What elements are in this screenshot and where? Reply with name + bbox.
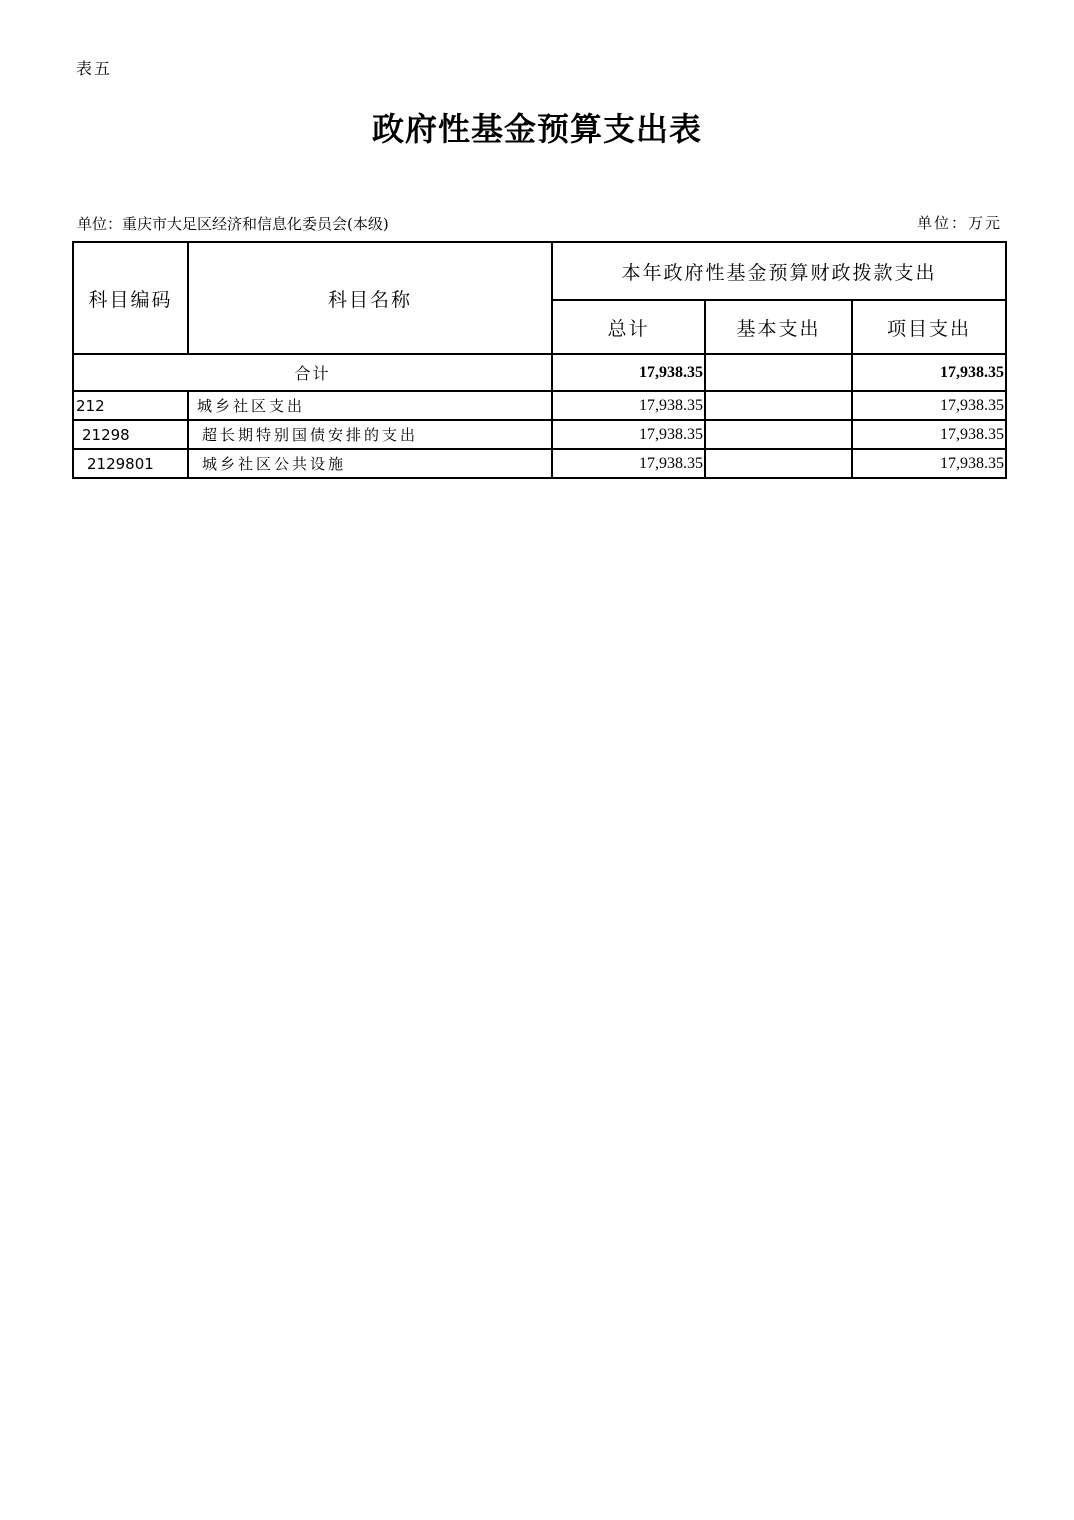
row-project: 17,938.35 [852,449,1006,478]
row-total: 17,938.35 [552,391,705,420]
row-name: 城乡社区支出 [188,391,552,420]
currency-unit: 单位：万元 [916,214,1002,232]
row-basic [705,391,852,420]
summary-project: 17,938.35 [852,354,1006,391]
row-basic [705,420,852,449]
header-row [73,242,1006,300]
row-project: 17,938.35 [852,420,1006,449]
summary-basic [705,354,852,391]
row-project: 17,938.35 [852,391,1006,420]
table-label: 表五 [76,59,113,78]
budget-table [72,241,1007,479]
table-row [73,449,1006,478]
column-header-project: 项目支出 [852,300,1006,354]
row-name: 城乡社区公共设施 [188,449,552,478]
column-header-name: 科目名称 [188,242,552,354]
row-total: 17,938.35 [552,449,705,478]
row-total: 17,938.35 [552,420,705,449]
row-name: 超长期特别国债安排的支出 [188,420,552,449]
row-basic [705,449,852,478]
row-code: 212 [73,391,188,420]
column-header-basic: 基本支出 [705,300,852,354]
table-row [73,391,1006,420]
column-header-code: 科目编码 [73,242,188,354]
table-row [73,420,1006,449]
page-title: 政府性基金预算支出表 [371,110,702,148]
summary-row [73,354,1006,391]
summary-total: 17,938.35 [552,354,705,391]
summary-label: 合计 [73,354,552,391]
row-code: 21298 [73,420,188,449]
column-header-total: 总计 [552,300,705,354]
row-code: 2129801 [73,449,188,478]
organization-unit: 单位：重庆市大足区经济和信息化委员会(本级) [77,215,389,233]
column-group-header: 本年政府性基金预算财政拨款支出 [552,242,1006,300]
